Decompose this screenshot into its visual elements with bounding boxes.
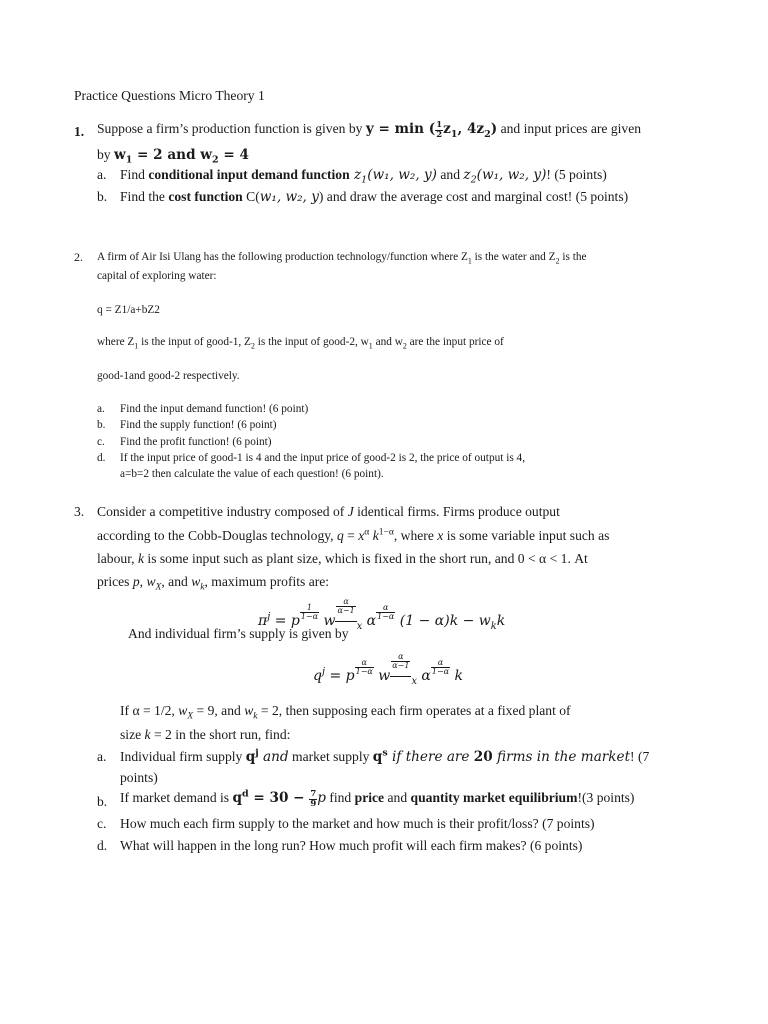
q2-c-label: c. (97, 436, 105, 448)
q2-where-line2: good-1and good-2 respectively. (97, 370, 240, 382)
q2-b-text: Find the supply function! (6 point) (120, 419, 277, 431)
supply-intro: And individual firm’s supply is given by (128, 626, 349, 641)
q3-d-text: What will happen in the long run? How much profit will each firm makes? (6 points) (120, 838, 583, 853)
q3-c-text: How much each firm supply to the market and how much is their profit/loss? (7 points) (120, 816, 595, 831)
q3-line1: Consider a competitive industry composed of J identical firms. Firms produce output (97, 504, 560, 519)
q2-c-text: Find the profit function! (6 point) (120, 436, 272, 448)
q3-size-line: size k = 2 in the short run, find: (120, 727, 291, 742)
q2-number: 2. (74, 250, 83, 264)
q1-b-label: b. (97, 189, 108, 204)
q1-line2: by $w_1 = 2$ and $w_2 = 4$ (97, 147, 249, 166)
q1-number: 1. (74, 124, 85, 139)
q3-number: 3. (74, 504, 85, 519)
page-title: Practice Questions Micro Theory 1 (74, 88, 265, 103)
q3-b-label: b. (97, 794, 108, 809)
q1-a-label: a. (97, 167, 107, 182)
q2-d-text2: a=b=2 then calculate the value of each question! (6 point). (120, 468, 384, 480)
q3-a-text-line2: points) (120, 770, 158, 785)
q2-d-label: d. (97, 452, 106, 464)
q3-a-text: Individual firm supply $q^j$ and market supply $q^s$ if there are 20 firms in the market! (7 (120, 747, 650, 765)
q3-d-label: d. (97, 838, 108, 853)
q2-d-text1: If the input price of good-1 is 4 and the input price of good-2 is 2, the price of output is 4, (120, 452, 526, 464)
q1-b-text: Find the cost function C(w₁, w₂, y) and draw the average cost and marginal cost! (5 points) (120, 189, 629, 205)
q2-line2: capital of exploring water: (97, 270, 217, 282)
q2-a-text: Find the input demand function! (6 point) (120, 403, 309, 415)
q3-line4: prices p, $w_X$, and $w_k$, maximum profits are: (97, 574, 330, 593)
profit-equation: $\pi^j = p$ $\frac{1}{1-\alpha}$ w $\frac{\alpha}{\alpha-1}$ $_x$ α $\frac{\alpha}{1-\alpha}$ $(1 - \alpha)k - w_kk$ (258, 597, 506, 632)
q3-line3: labour, k is some input such as plant size, which is fixed in the short run, and 0 < α < 1. At (97, 551, 588, 566)
q1-line1: Suppose a firm’s production function is given by y = min ( $\frac{1}{2}$ $z_1$, $4z_2$) and input prices are given (97, 120, 642, 140)
q3-a-label: a. (97, 749, 107, 764)
q2-b-label: b. (97, 419, 106, 431)
q3-c-label: c. (97, 816, 107, 831)
q2-where-line1: where $Z_1$ is the input of good-1, $Z_2$ is the input of good-2, $w_1$ and $w_2$ are the input price of (97, 336, 504, 351)
q2-formula: q = Z1/a+bZ2 (97, 304, 160, 316)
q3-if-line: If α = 1/2, $w_X = 9$, and $w_k = 2$, then supposing each firm operates at a fixed plant of (120, 703, 571, 722)
q3-b-text: If market demand is $q^d = 30$ − $\frac{7}{9}$ p find price and quantity market equilibrium!(3 points) (120, 788, 635, 809)
q2-line1: A firm of Air Isi Ulang has the following production technology/function where $Z_1$ is the water and $Z_2$ is the (97, 251, 587, 266)
q2-a-label: a. (97, 403, 105, 415)
q1-a-text: Find conditional input demand function $z_1(w_1$, w₂, y) and $z_2(w_1$, w₂, y)! (5 points) (120, 167, 607, 186)
supply-equation: $q^j = p$ $\frac{\alpha}{1-\alpha}$ w $\frac{\alpha}{\alpha-1}$ $_x$ α $\frac{\alpha}{1-\alpha}$ k (313, 652, 464, 687)
q3-line2: according to the Cobb-Douglas technology, $q = x^\alpha$ $k^{1-\alpha}$, where x is some variable input such as (97, 527, 610, 543)
